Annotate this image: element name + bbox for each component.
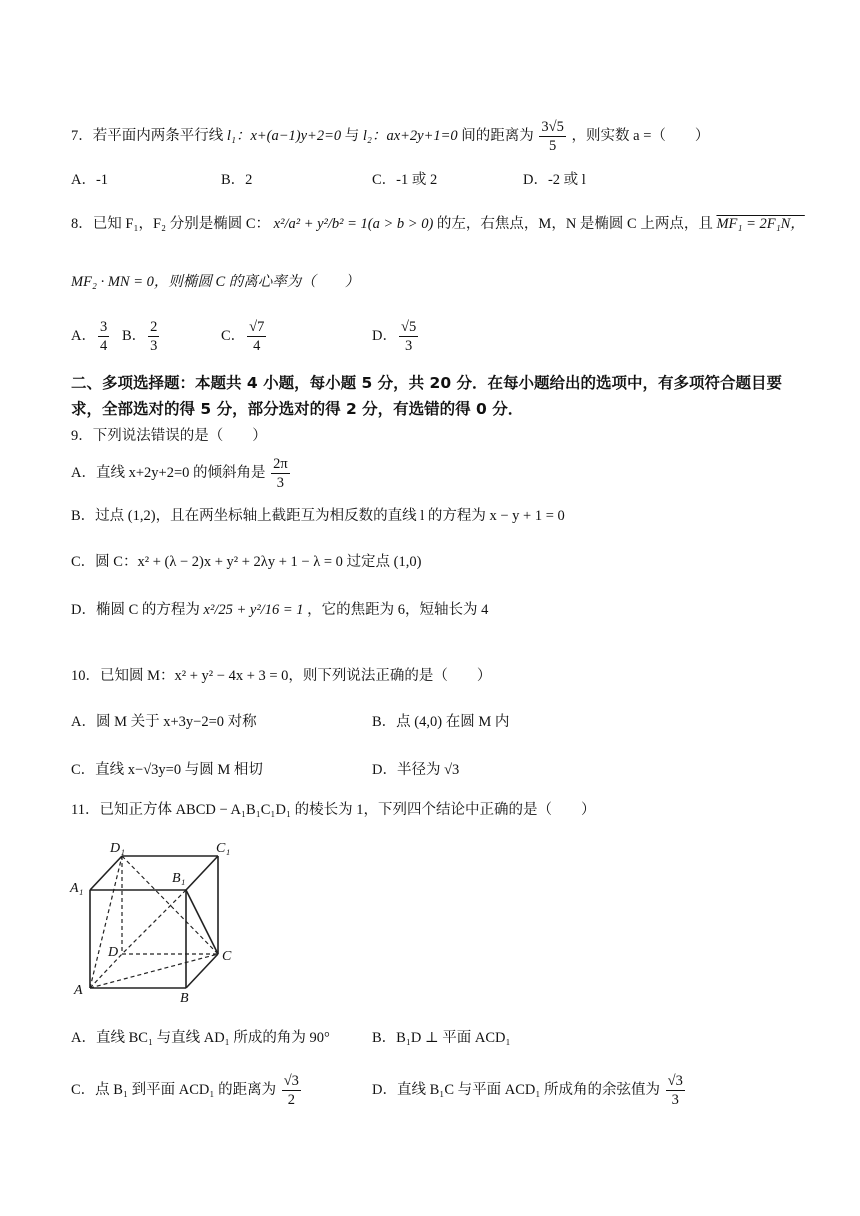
q8-option-c: C． $\frac{√7}{4}$ xyxy=(221,319,265,354)
q11-option-c: C．点 B₁ 到平面 ACD₁ 的距离为 $\frac{√3}{2}$ xyxy=(71,1073,299,1108)
q10-option-d: D．半径为 √3 xyxy=(372,762,460,778)
q11-option-b: B．B₁D ⊥ 平面 ACD₁ xyxy=(372,1030,511,1046)
q8-stem-line2: MF₂ · MN = 0，则椭圆 C 的离心率为（ ） xyxy=(71,274,360,290)
q8-option-d: D． $\frac{√5}{3}$ xyxy=(372,319,417,354)
q8-option-b: B． $\frac{2}{3}$ xyxy=(122,319,158,354)
q10-stem: 10．已知圆 M：x² + y² − 4x + 3 = 0，则下列说法正确的是（ ） xyxy=(71,668,492,684)
section-heading: 二、多项选择题：本题共 4 小题，每小题 5 分，共 20 分．在每小题给出的选项中，有多项符合题目要求，全部选对的得 5 分，部分选对的得 2 分，有选错的得 0 分． xyxy=(71,374,783,418)
label-d: D xyxy=(108,945,119,960)
q7-stem: 7．若平面内两条平行线 l₁：x+(a−1)y+2=0 与 l₂：ax+2y+1=0 间的距离为 $\frac{3√5}{5}$ ，则实数 a =（ ） xyxy=(71,119,710,154)
q11-stem: 11．已知正方体 ABCD − A₁B₁C₁D₁ 的棱长为 1，下列四个结论中正确的是（ ） xyxy=(71,802,596,818)
label-b1: B₁ xyxy=(172,871,186,886)
q8-option-a: A． $\frac{3}{4}$ xyxy=(71,319,108,354)
q10-option-b: B．点 (4,0) 在圆 M 内 xyxy=(372,714,510,730)
cube-figure xyxy=(68,836,248,1006)
q9-option-b: B．过点 (1,2)，且在两坐标轴上截距互为相反数的直线 l 的方程为 x − y + 1 = 0 xyxy=(71,508,565,524)
q9-option-c: C．圆 C：x² + (λ − 2)x + y² + 2λy + 1 − λ = 0 过定点 (1,0) xyxy=(71,554,422,570)
q7-distance-fraction: $\frac{3√5}{5}$ xyxy=(541,119,564,154)
q10-option-c: C．直线 x−√3y=0 与圆 M 相切 xyxy=(71,762,263,778)
label-a1: A₁ xyxy=(70,881,84,896)
q9-option-a: A．直线 x+2y+2=0 的倾斜角是 $\frac{2\pi}{3}$ xyxy=(71,456,288,491)
label-d1: D₁ xyxy=(110,841,125,856)
label-b: B xyxy=(180,991,189,1006)
q10-option-a: A．圆 M 关于 x+3y−2=0 对称 xyxy=(71,714,257,730)
label-c1: C₁ xyxy=(216,841,231,856)
q7-option-c: C．-1 或 2 xyxy=(372,172,438,188)
q8-stem: 8．已知 F₁，F₂ 分别是椭圆 C： x²/a² + y²/b² = 1(a > b > 0) 的左，右焦点，M，N 是椭圆 C 上两点，且 MF₁ = 2F₁N， xyxy=(71,216,805,232)
q9-option-d: D．椭圆 C 的方程为 x²/25 + y²/16 = 1 ，它的焦距为 6，短轴长为 4 xyxy=(71,602,489,618)
q7-option-d: D．-2 或 l xyxy=(523,172,586,188)
q7-option-a: A．-1 xyxy=(71,172,109,188)
q7-option-b: B．2 xyxy=(221,172,253,188)
label-a: A xyxy=(74,983,83,998)
q11-option-a: A．直线 BC₁ 与直线 AD₁ 所成的角为 90° xyxy=(71,1030,330,1046)
q11-option-d: D．直线 B₁C 与平面 ACD₁ 所成角的余弦值为 $\frac{√3}{3}$ xyxy=(372,1073,683,1108)
label-c: C xyxy=(222,949,232,964)
q9-stem: 9．下列说法错误的是（ ） xyxy=(71,428,267,444)
